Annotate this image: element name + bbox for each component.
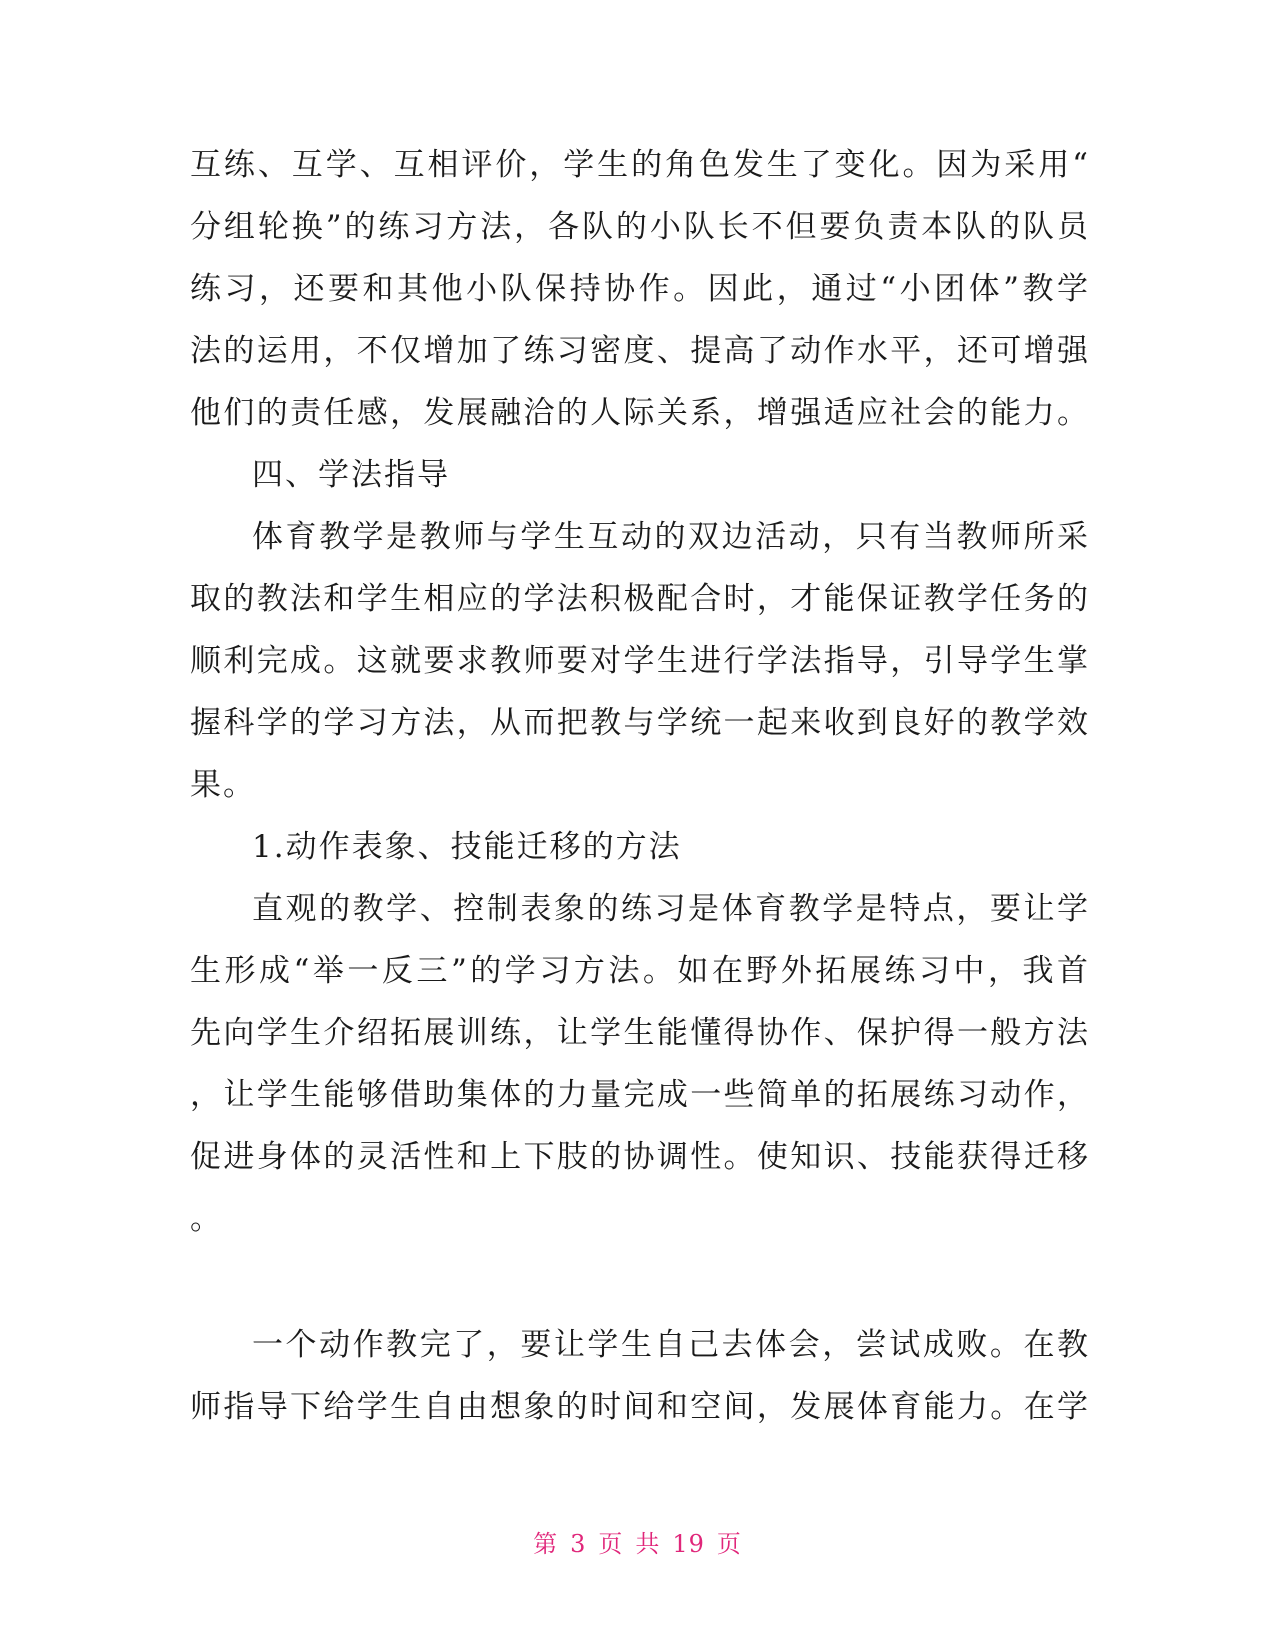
text-line: 法的运用，不仅增加了练习密度、提高了动作水平，还可增强 <box>190 333 1090 369</box>
section-heading: 四、学法指导 <box>252 457 450 493</box>
text-line: 分组轮换”的练习方法，各队的小队长不但要负责本队的队员 <box>190 209 1090 245</box>
page-footer <box>0 1528 1275 1560</box>
subsection-heading: 1.动作表象、技能迁移的方法 <box>252 829 682 865</box>
text-line: 果。 <box>190 767 256 803</box>
footer-prefix: 第 <box>533 1530 559 1558</box>
text-line: 他们的责任感，发展融洽的人际关系，增强适应社会的能力。 <box>190 395 1090 431</box>
text-line: ，让学生能够借助集体的力量完成一些简单的拓展练习动作， <box>190 1077 1090 1113</box>
text-line: 先向学生介绍拓展训练，让学生能懂得协作、保护得一般方法 <box>190 1015 1090 1051</box>
footer-total-pages: 19 <box>672 1530 705 1558</box>
text-line: 顺利完成。这就要求教师要对学生进行学法指导，引导学生掌 <box>190 643 1090 679</box>
text-line: 体育教学是教师与学生互动的双边活动，只有当教师所采 <box>252 519 1090 555</box>
footer-suffix: 页 <box>716 1530 742 1558</box>
text-line: 生形成“举一反三”的学习方法。如在野外拓展练习中，我首 <box>190 953 1090 989</box>
text-line: 一个动作教完了，要让学生自己去体会，尝试成败。在教 <box>252 1327 1090 1363</box>
text-line: 师指导下给学生自由想象的时间和空间，发展体育能力。在学 <box>190 1389 1090 1425</box>
footer-page-word: 页 <box>598 1530 624 1558</box>
text-line: 练习，还要和其他小队保持协作。因此，通过“小团体”教学 <box>190 271 1090 307</box>
text-line: 取的教法和学生相应的学法积极配合时，才能保证教学任务的 <box>190 581 1090 617</box>
text-line: 促进身体的灵活性和上下肢的协调性。使知识、技能获得迁移 <box>190 1139 1090 1175</box>
text-line: 互练、互学、互相评价，学生的角色发生了变化。因为采用“ <box>190 147 1090 183</box>
text-line: 。 <box>190 1201 223 1237</box>
text-line: 直观的教学、控制表象的练习是体育教学是特点，要让学 <box>252 891 1090 927</box>
footer-current-page: 3 <box>570 1530 587 1558</box>
text-line: 握科学的学习方法，从而把教与学统一起来收到良好的教学效 <box>190 705 1090 741</box>
footer-total-word: 共 <box>635 1530 661 1558</box>
